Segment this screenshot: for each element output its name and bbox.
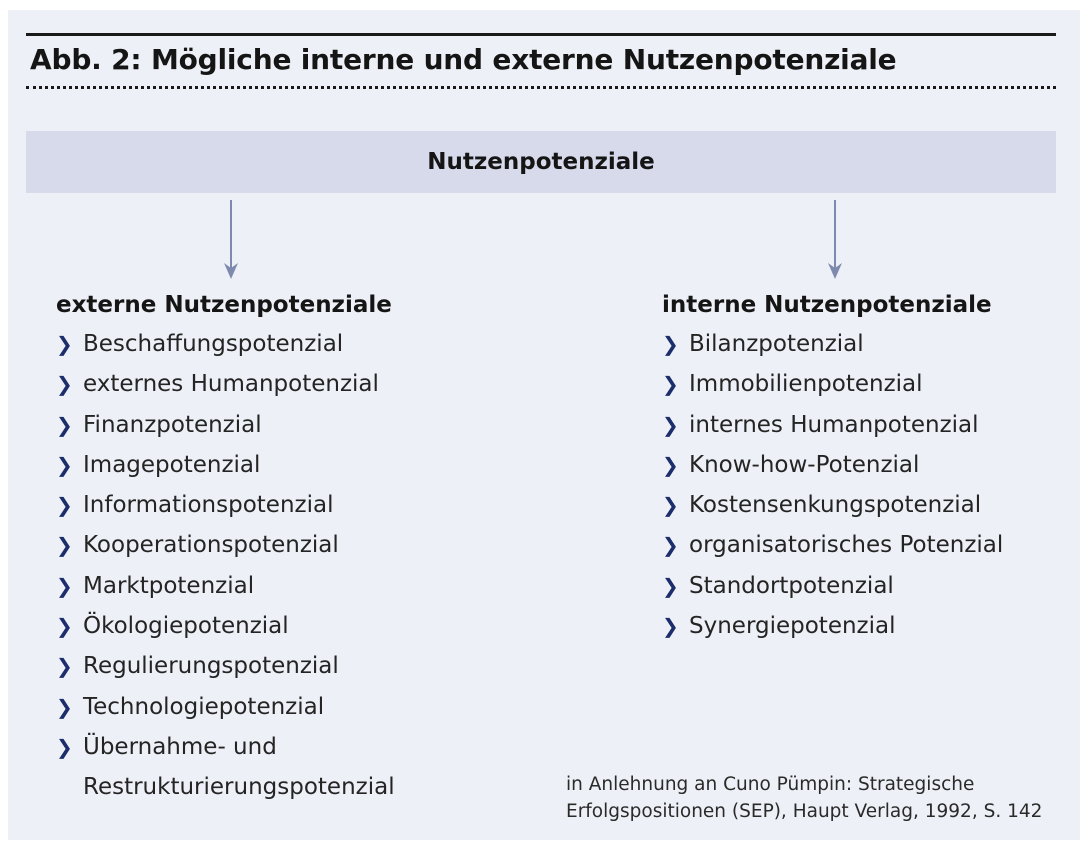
arrow-down-icon-right — [825, 200, 845, 280]
list-item-label: Marktpotenzial — [83, 572, 255, 599]
list-item-label: Kostensenkungspotenzial — [689, 492, 982, 519]
list-item-label: Imagepotenzial — [83, 451, 261, 478]
root-node — [26, 131, 1056, 193]
chevron-right-icon: ❯ — [56, 372, 73, 397]
list-item — [662, 405, 1062, 445]
figure-title: Abb. 2: Mögliche interne und externe Nutzenpotenziale — [30, 43, 897, 76]
chevron-right-icon: ❯ — [662, 533, 679, 558]
chevron-right-icon: ❯ — [56, 452, 73, 477]
chevron-right-icon: ❯ — [56, 493, 73, 518]
dotted-divider — [26, 86, 1056, 89]
list-item-label: organisatorisches Potenzial — [689, 532, 1004, 559]
chevron-right-icon: ❯ — [662, 372, 679, 397]
external-column — [56, 290, 526, 808]
list-item-label: Standortpotenzial — [689, 572, 894, 599]
list-item — [56, 324, 526, 364]
list-item — [56, 485, 526, 525]
list-item — [56, 687, 526, 727]
list-item — [662, 445, 1062, 485]
source-note: in Anlehnung an Cuno Pümpin: Strategische Erfolgspositionen (SEP), Haupt Verlag, 1992, S. 142 — [566, 774, 1043, 822]
chevron-right-icon: ❯ — [56, 734, 73, 759]
root-node-label: Nutzenpotenziale — [427, 149, 655, 175]
chevron-right-icon: ❯ — [662, 452, 679, 477]
list-item — [662, 364, 1062, 404]
list-item-label: Kooperationspotenzial — [83, 532, 339, 559]
chevron-right-icon: ❯ — [56, 573, 73, 598]
internal-list — [662, 324, 1062, 646]
list-item — [56, 445, 526, 485]
chevron-right-icon: ❯ — [56, 654, 73, 679]
list-item — [662, 324, 1062, 364]
list-item-label: Synergiepotenzial — [689, 613, 896, 640]
list-item — [662, 525, 1062, 565]
list-item — [56, 364, 526, 404]
arrow-down-icon-left — [221, 200, 241, 280]
list-item-label: Immobilienpotenzial — [689, 371, 923, 398]
list-item-label: Finanzpotenzial — [83, 411, 262, 438]
external-heading: externe Nutzenpotenziale — [56, 292, 392, 318]
list-item-label: Bilanzpotenzial — [689, 331, 864, 357]
list-item-label: Informationspotenzial — [83, 492, 334, 519]
external-list — [56, 324, 526, 808]
list-item-label: internes Humanpotenzial — [689, 411, 979, 438]
chevron-right-icon: ❯ — [56, 533, 73, 558]
internal-column — [662, 290, 1062, 646]
list-item — [56, 405, 526, 445]
list-item-label: Ökologiepotenzial — [83, 613, 289, 640]
chevron-right-icon: ❯ — [662, 493, 679, 518]
chevron-right-icon: ❯ — [662, 332, 679, 356]
list-item-label: Regulierungspotenzial — [83, 653, 339, 680]
list-item — [56, 606, 526, 646]
list-item — [56, 646, 526, 686]
chevron-right-icon: ❯ — [56, 332, 73, 356]
list-item — [56, 525, 526, 565]
list-item-label: Technologiepotenzial — [83, 693, 325, 720]
internal-heading: interne Nutzenpotenziale — [662, 292, 992, 318]
list-item-label: Know-how-Potenzial — [689, 451, 920, 478]
list-item — [56, 566, 526, 606]
top-rule — [26, 33, 1056, 36]
list-item — [662, 485, 1062, 525]
list-item — [56, 727, 526, 808]
chevron-right-icon: ❯ — [56, 694, 73, 719]
list-item-label: externes Humanpotenzial — [83, 371, 379, 398]
list-item — [662, 566, 1062, 606]
chevron-right-icon: ❯ — [662, 614, 679, 639]
chevron-right-icon: ❯ — [56, 614, 73, 639]
chevron-right-icon: ❯ — [662, 412, 679, 437]
list-item-label: Beschaffungspotenzial — [83, 331, 344, 357]
list-item-label: Übernahme- und Restrukturierungspotenzial — [83, 733, 395, 801]
list-item — [662, 606, 1062, 646]
chevron-right-icon: ❯ — [662, 573, 679, 598]
chevron-right-icon: ❯ — [56, 412, 73, 437]
